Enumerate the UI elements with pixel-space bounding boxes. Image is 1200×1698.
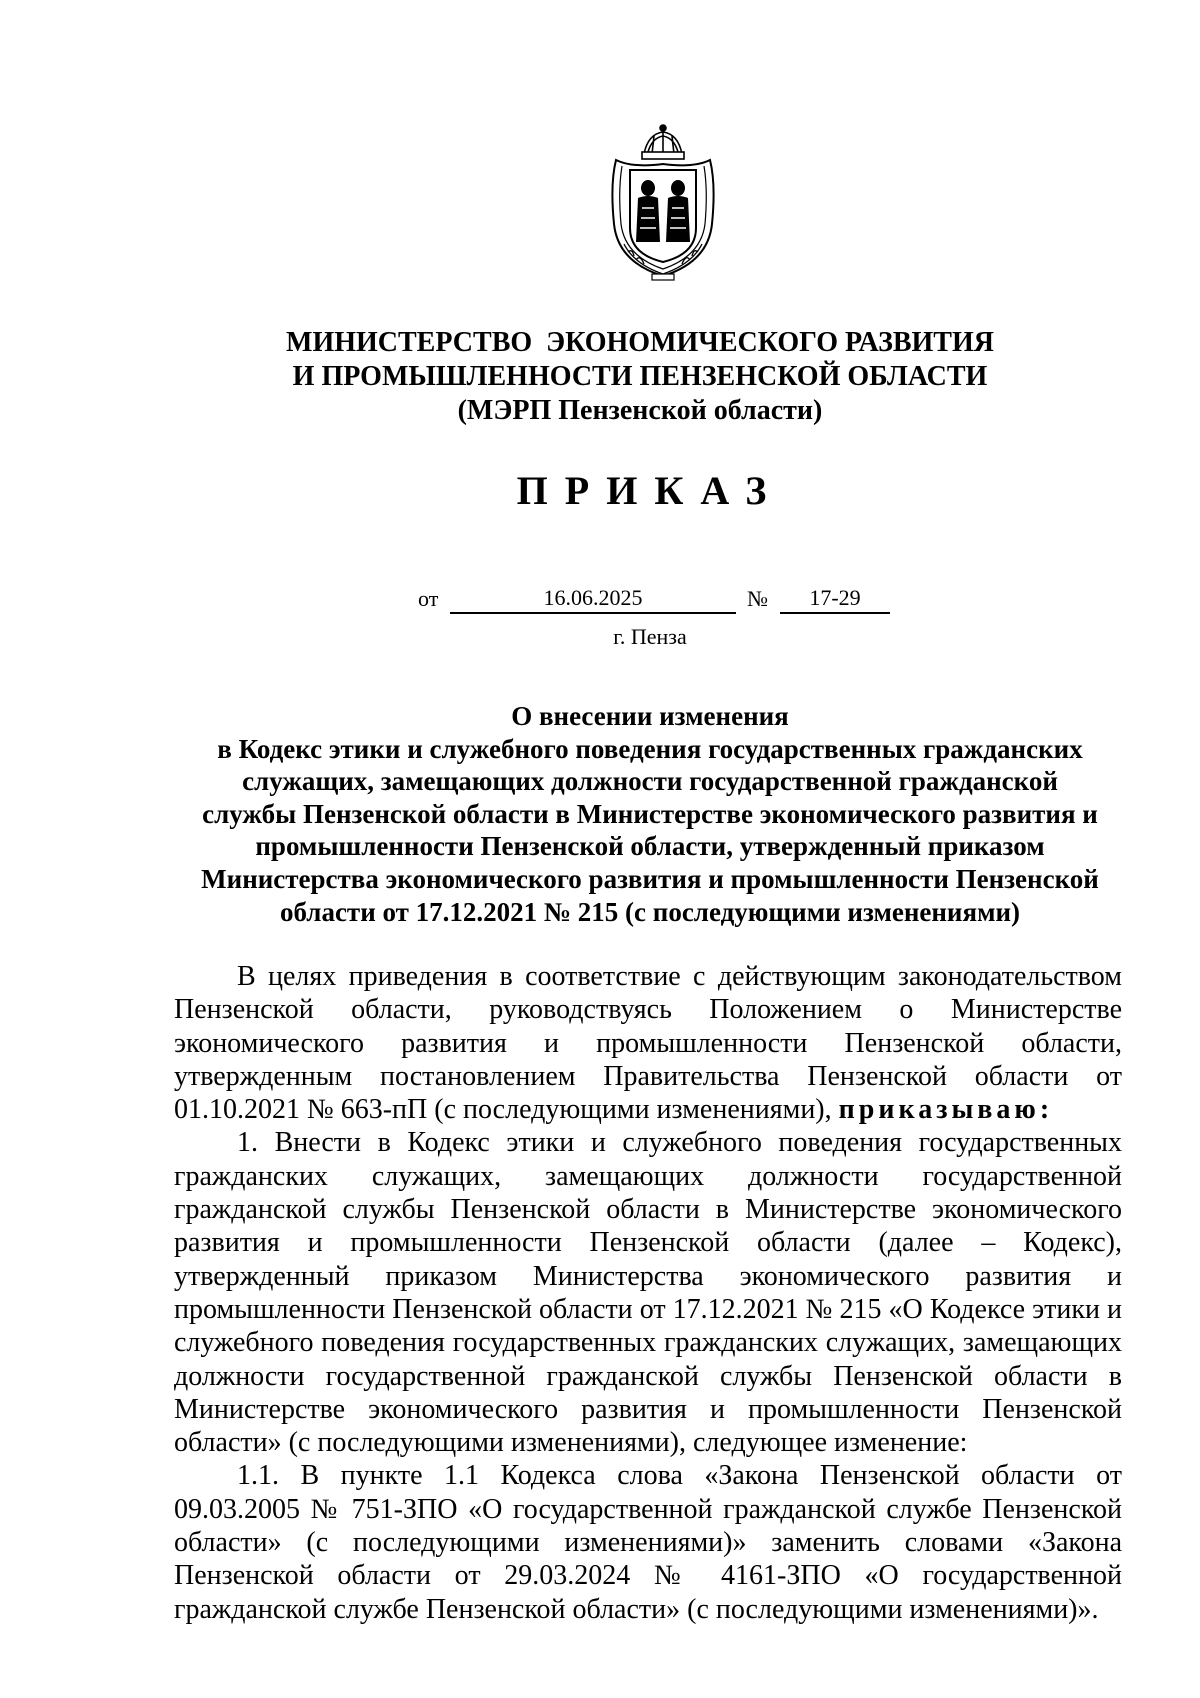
ministry-name-line1: МИНИСТЕРСТВО ЭКОНОМИЧЕСКОГО РАЗВИТИЯ xyxy=(286,327,994,358)
city-name: г. Пенза xyxy=(613,624,687,649)
ministry-short-name: (МЭРП Пензенской области) xyxy=(457,395,823,426)
number-sign: № xyxy=(747,586,768,611)
order-number: 17-29 xyxy=(780,586,890,614)
document-type-title: ПРИКАЗ xyxy=(516,468,784,513)
subject-line: в Кодекс этики и служебного поведения государственных гражданских xyxy=(217,733,1083,764)
preamble-text: В целях приведения в соответствие с действующим законодательством Пензенской области, руководствуясь Положением о Министерстве экономического развития и промышленности Пензенской области, утвержденным постановлением Правительства Пензенской области от 01.10.2021 № 663-пП (с последующими изменениями), xyxy=(174,961,1122,1126)
subject-line: области от 17.12.2021 № 215 (с последующими изменениями) xyxy=(279,896,1021,927)
coat-of-arms-emblem xyxy=(604,124,722,284)
ministry-header xyxy=(180,326,1100,428)
date-prefix: от xyxy=(418,586,439,611)
order-keyword: приказываю: xyxy=(838,1094,1054,1126)
order-date: 16.06.2025 xyxy=(450,586,736,614)
subject-line: промышленности Пензенской области, утвержденный приказом xyxy=(255,831,1045,862)
subject-line: О внесении изменения xyxy=(511,701,789,731)
clause-1-1-paragraph: 1.1. В пункте 1.1 Кодекса слова «Закона Пензенской области от 09.03.2005 № 751-ЗПО «О государственной гражданской службе Пензенской области» (с последующими изменениями)» заменить словами «Закона Пензенской области от 29.03.2024 № 4161-ЗПО «О государственной гражданской службе Пензенской области» (с последующими изменениями)». xyxy=(174,1460,1122,1625)
preamble-paragraph xyxy=(174,960,1122,1126)
ministry-name-line2: И ПРОМЫШЛЕННОСТИ ПЕНЗЕНСКОЙ ОБЛАСТИ xyxy=(292,361,988,392)
date-number-row xyxy=(0,580,1200,620)
order-body xyxy=(174,960,1122,1626)
subject-line: Министерства экономического развития и промышленности Пензенской xyxy=(201,863,1099,894)
clause-1-paragraph: 1. Внести в Кодекс этики и служебного поведения государственных гражданских служащих, замещающих должности государственной гражданской службы Пензенской области в Министерстве экономического развития и промышленности Пензенской области (далее – Кодекс), утвержденный приказом Министерства экономического развития и промышленности Пензенской области от 17.12.2021 № 215 «О Кодексе этики и служебного поведения государственных гражданских служащих, замещающих должности государственной гражданской службы Пензенской области в Министерстве экономического развития и промышленности Пензенской области» (с последующими изменениями), следующее изменение: xyxy=(174,1127,1122,1459)
order-subject xyxy=(160,700,1140,928)
subject-line: службы Пензенской области в Министерстве экономического развития и xyxy=(202,798,1098,829)
subject-line: служащих, замещающих должности государственной гражданской xyxy=(242,766,1058,797)
